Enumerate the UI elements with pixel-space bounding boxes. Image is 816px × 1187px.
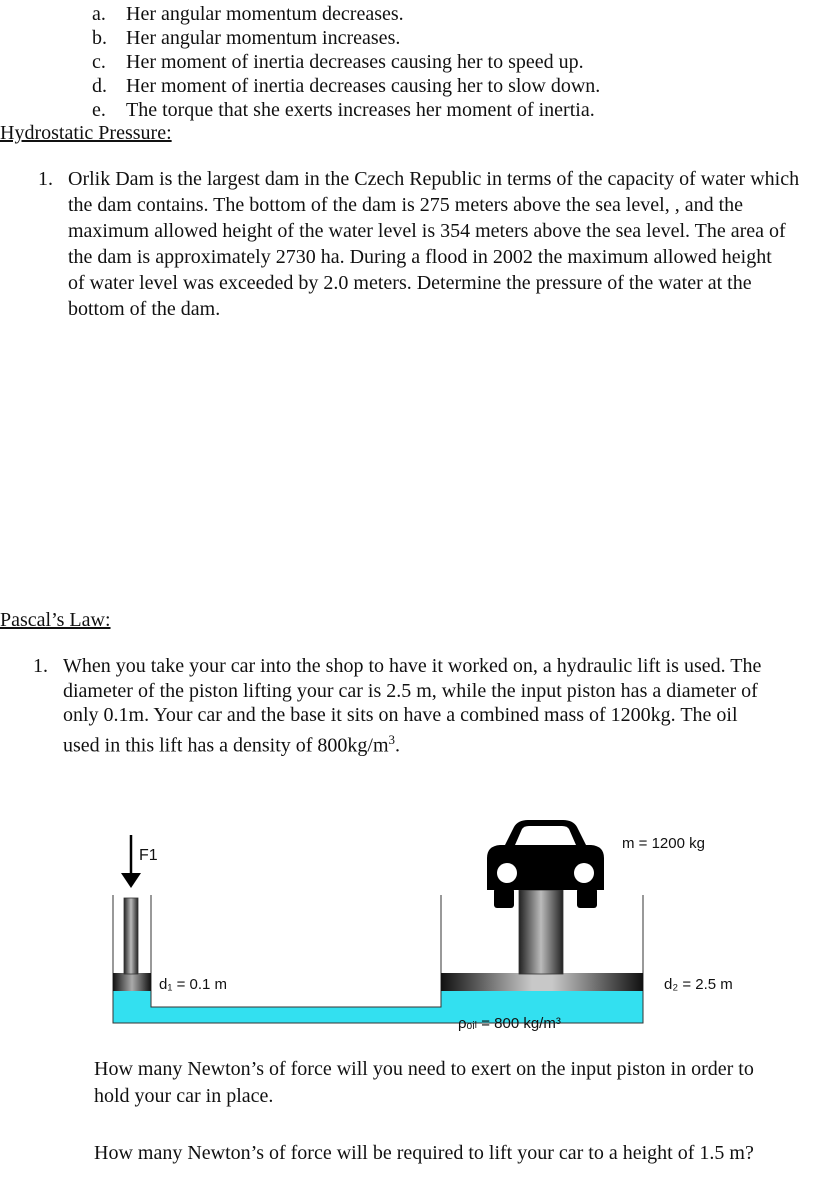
section-heading-hydrostatic: Hydrostatic Pressure: [0, 122, 172, 144]
choice-b [92, 26, 600, 50]
hydraulic-lift-diagram [0, 818, 816, 1043]
d2-label: d₂ = 2.5 m [664, 976, 733, 993]
problem-line: the dam is approximately 2730 ha. During a flood in 2002 the maximum allowed height [68, 246, 772, 268]
choice-e [92, 98, 600, 122]
choice-letter: e. [92, 99, 106, 121]
mass-label: m = 1200 kg [622, 835, 705, 852]
question-line: How many Newton’s of force will be required to lift your car to a height of 1.5 m? [94, 1142, 754, 1164]
problem-hydrostatic [38, 166, 816, 322]
answer-choices [92, 2, 600, 122]
choice-c [92, 50, 600, 74]
question-line: hold your car in place. [94, 1085, 274, 1107]
problem-line: of water level was exceeded by 2.0 meters. Determine the pressure of the water at the [68, 272, 752, 294]
choice-a [92, 2, 600, 26]
problem-line: bottom of the dam. [68, 298, 221, 320]
problem-number: 1. [38, 168, 53, 190]
question-line: How many Newton’s of force will you need to exert on the input piston in order to [94, 1058, 754, 1080]
superscript: 3 [388, 731, 396, 747]
output-piston-rod [519, 890, 563, 974]
choice-text: Her angular momentum increases. [126, 27, 401, 49]
problem-line: When you take your car into the shop to have it worked on, a hydraulic lift is used. The [63, 655, 762, 677]
choice-letter: b. [92, 27, 107, 49]
d1-label: d₁ = 0.1 m [159, 976, 228, 993]
problem-line: only 0.1m. Your car and the base it sits on have a combined mass of 1200kg. The oil [63, 704, 738, 726]
choice-text: Her angular momentum decreases. [126, 3, 404, 25]
choice-text: The torque that she exerts increases her moment of inertia. [126, 99, 595, 121]
problem-line-last [63, 728, 816, 758]
choice-letter: d. [92, 75, 107, 97]
choice-letter: a. [92, 3, 106, 25]
problem-number: 1. [33, 655, 48, 677]
input-piston [113, 973, 151, 991]
output-piston [441, 973, 643, 991]
input-piston-rod [124, 898, 138, 974]
force-arrow-icon [121, 835, 141, 888]
line-text: . [395, 734, 401, 757]
problem-pascal [33, 654, 816, 758]
section-heading-pascal: Pascal’s Law: [0, 609, 111, 631]
density-label: ρₒᵢₗ = 800 kg/m³ [458, 1015, 561, 1032]
line-text: used in this lift has a density of 800kg/m [63, 734, 389, 757]
choice-text: Her moment of inertia decreases causing her to speed up. [126, 51, 584, 73]
force-label: F1 [139, 847, 158, 864]
question-1 [94, 1056, 814, 1110]
choice-letter: c. [92, 51, 106, 73]
question-2 [94, 1140, 814, 1167]
problem-line: the dam contains. The bottom of the dam is 275 meters above the sea level, , and the [68, 194, 743, 216]
choice-d [92, 74, 600, 98]
problem-line: diameter of the piston lifting your car is 2.5 m, while the input piston has a diameter of [63, 679, 758, 702]
choice-text: Her moment of inertia decreases causing her to slow down. [126, 75, 601, 97]
problem-line: Orlik Dam is the largest dam in the Czech Republic in terms of the capacity of water which [68, 168, 800, 190]
problem-line: maximum allowed height of the water level is 354 meters above the sea level. The area of [68, 220, 786, 242]
